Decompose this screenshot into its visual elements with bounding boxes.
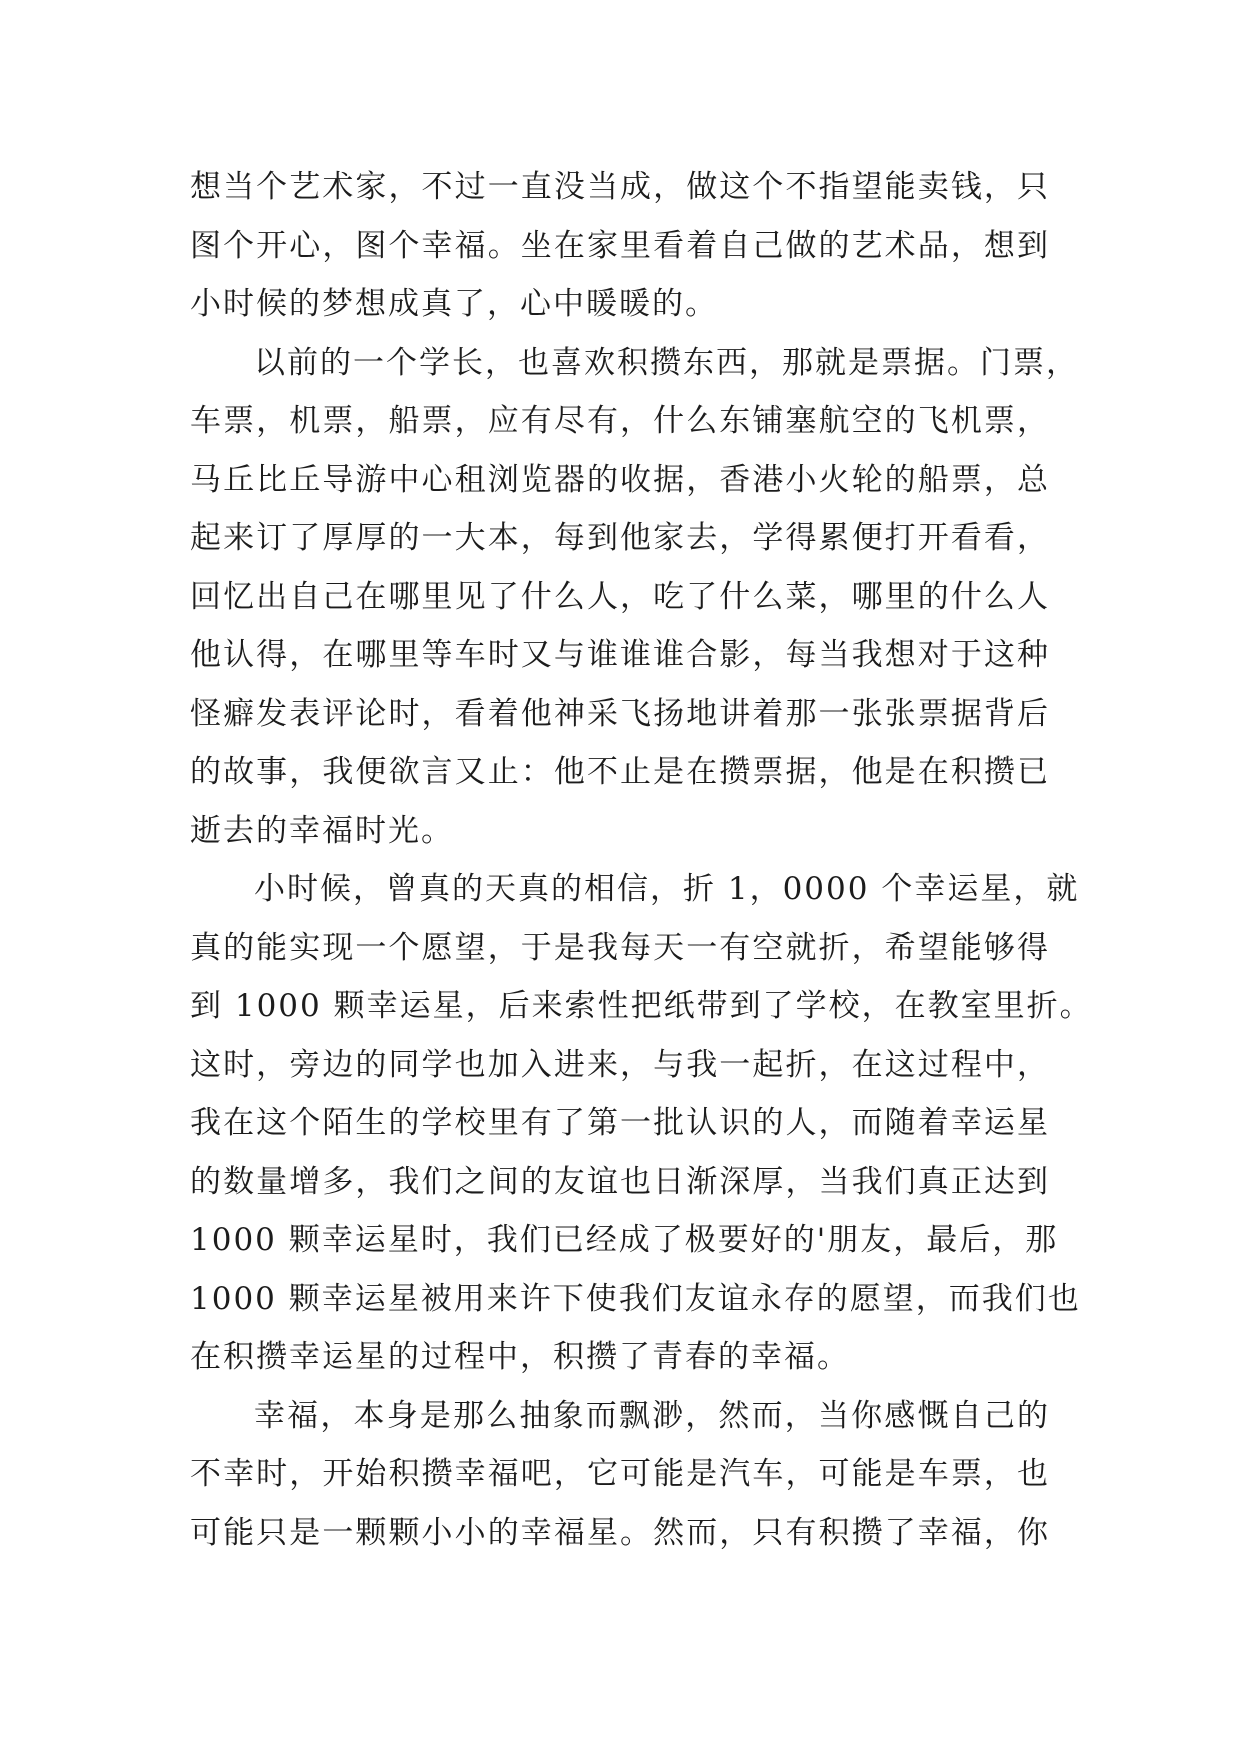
text-line: 小时候的梦想成真了，心中暖暖的。 <box>190 286 718 322</box>
text-line: 怪癖发表评论时，看着他神采飞扬地讲着那一张张票据背后 <box>190 695 1050 732</box>
text-line: 马丘比丘导游中心租浏览器的收据，香港小火轮的船票，总 <box>190 461 1050 498</box>
text-line: 1000 颗幸运星被用来许下使我们友谊永存的愿望，而我们也 <box>190 1280 1081 1317</box>
text-line: 这时，旁边的同学也加入进来，与我一起折，在这过程中， <box>190 1046 1050 1083</box>
text-line: 的数量增多，我们之间的友谊也日渐深厚，当我们真正达到 <box>190 1163 1050 1200</box>
text-line: 的故事，我便欲言又止：他不止是在攒票据，他是在积攒已 <box>190 754 1050 790</box>
text-line: 想当个艺术家，不过一直没当成，做这个不指望能卖钱，只 <box>190 169 1050 205</box>
text-line: 我在这个陌生的学校里有了第一批认识的人，而随着幸运星 <box>190 1105 1050 1141</box>
text-line: 逝去的幸福时光。 <box>190 812 454 849</box>
text-line: 真的能实现一个愿望，于是我每天一有空就折，希望能够得 <box>190 929 1050 966</box>
text-line: 可能只是一颗颗小小的幸福星。然而，只有积攒了幸福，你 <box>190 1514 1050 1551</box>
text-line: 在积攒幸运星的过程中，积攒了青春的幸福。 <box>190 1339 850 1375</box>
paragraph-first-line: 小时候，曾真的天真的相信，折 1，0000 个幸运星，就 <box>254 871 1080 907</box>
text-line: 起来订了厚厚的一大本，每到他家去，学得累便打开看看， <box>190 520 1050 556</box>
text-line: 他认得，在哪里等车时又与谁谁谁合影，每当我想对于这种 <box>190 637 1050 673</box>
text-line: 车票，机票，船票，应有尽有，什么东铺塞航空的飞机票， <box>190 403 1050 439</box>
text-line: 到 1000 颗幸运星，后来索性把纸带到了学校，在教室里折。 <box>190 988 1093 1024</box>
text-line: 图个开心，图个幸福。坐在家里看着自己做的艺术品，想到 <box>190 227 1050 264</box>
body-text <box>190 158 1093 1562</box>
text-line: 1000 颗幸运星时，我们已经成了极要好的'朋友，最后，那 <box>190 1222 1059 1258</box>
text-line: 不幸时，开始积攒幸福吧，它可能是汽车，可能是车票，也 <box>190 1456 1050 1492</box>
text-line: 回忆出自己在哪里见了什么人，吃了什么菜，哪里的什么人 <box>190 578 1050 615</box>
paragraph-first-line: 幸福，本身是那么抽象而飘渺，然而，当你感慨自己的 <box>254 1397 1050 1434</box>
paragraph-first-line: 以前的一个学长，也喜欢积攒东西，那就是票据。门票， <box>254 344 1079 381</box>
